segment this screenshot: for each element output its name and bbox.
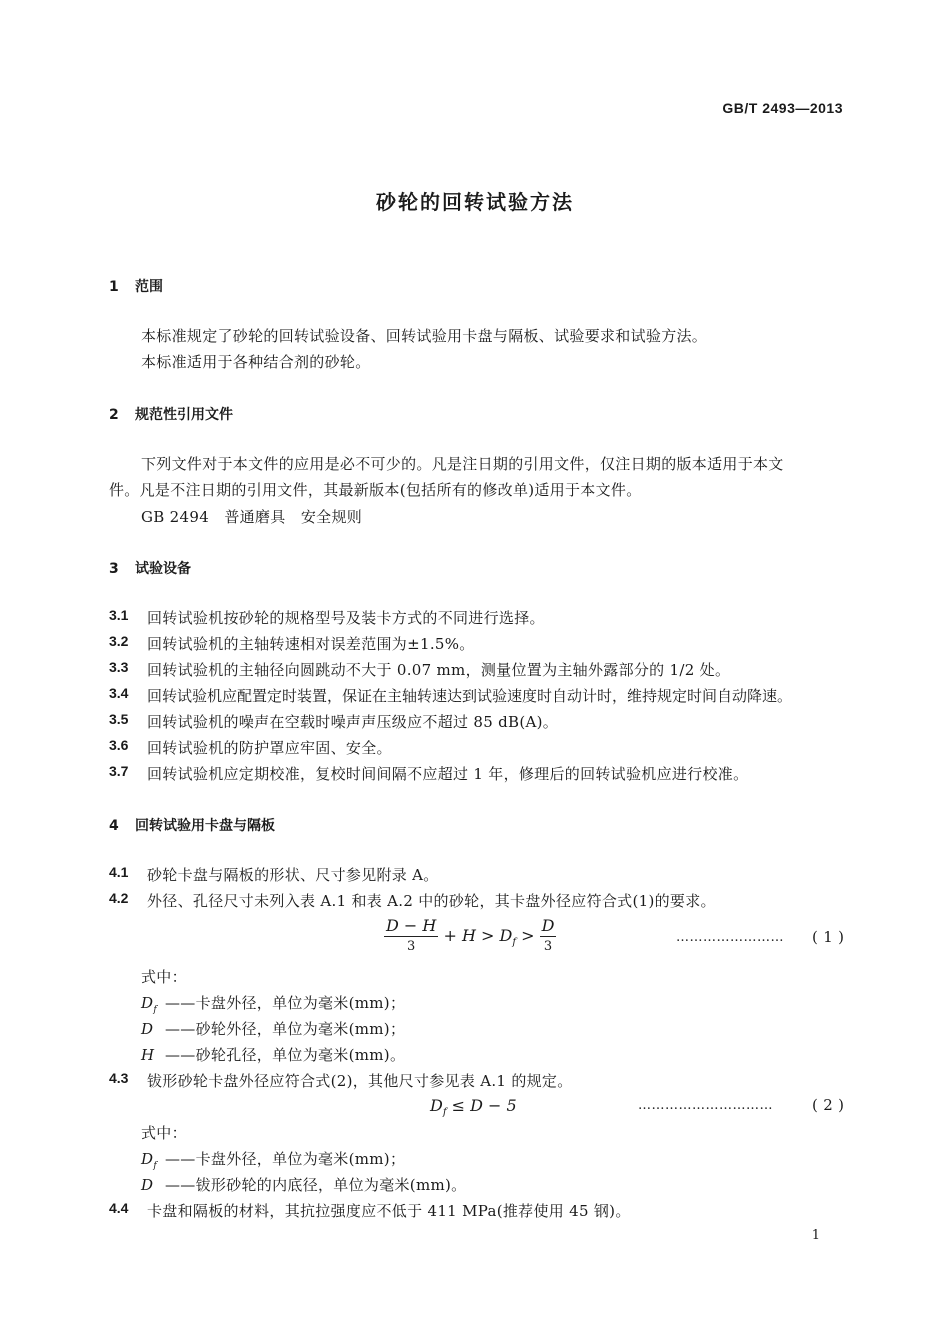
clause-number: 3.7 <box>109 763 129 779</box>
symbol-definition: H ——砂轮孔径，单位为毫米(mm)。 <box>141 1046 406 1064</box>
paragraph: 本标准规定了砂轮的回转试验设备、回转试验用卡盘与隔板、试验要求和试验方法。 <box>141 327 708 345</box>
clause-number: 4.2 <box>109 890 129 906</box>
clause-number: 3.4 <box>109 685 129 701</box>
clause-number: 3.2 <box>109 633 129 649</box>
document-title: 砂轮的回转试验方法 <box>376 190 574 214</box>
formula-2: $D_f \le D - 5$ <box>430 1096 517 1119</box>
where-label: 式中： <box>141 1124 187 1142</box>
clause-text: 回转试验机的主轴径向圆跳动不大于 0.07 mm，测量位置为主轴外露部分的 1/2 处。 <box>147 661 731 679</box>
section-title: 试验设备 <box>135 561 191 577</box>
clause-text: 外径、孔径尺寸未列入表 A.1 和表 A.2 中的砂轮，其卡盘外径应符合式(1)的要求。 <box>147 892 716 910</box>
paragraph: 本标准适用于各种结合剂的砂轮。 <box>141 353 371 371</box>
clause-text: 卡盘和隔板的材料，其抗拉强度应不低于 411 MPa(推荐使用 45 钢)。 <box>147 1202 631 1220</box>
formula-1: $\frac{D - H}{3}$ + $H > D_f$ > $\frac{D}{3}$ <box>384 916 556 957</box>
paragraph-continuation: 件。凡是不注日期的引用文件，其最新版本(包括所有的修改单)适用于本文件。 <box>109 481 642 499</box>
symbol-definition: $D_f$ ——卡盘外径，单位为毫米(mm)； <box>141 1150 406 1171</box>
section-number: 4 <box>109 818 119 834</box>
fraction: $\frac{D - H}{3}$ <box>386 916 437 954</box>
clause-number: 4.1 <box>109 864 129 880</box>
clause-number: 4.4 <box>109 1200 129 1216</box>
section-4-heading <box>109 815 275 835</box>
clause-number: 3.6 <box>109 737 129 753</box>
clause-number: 3.1 <box>109 607 129 623</box>
standard-number: GB/T 2493—2013 <box>722 100 843 116</box>
clause-number: 4.3 <box>109 1070 129 1086</box>
clause-number: 3.5 <box>109 711 129 727</box>
clause-text: 回转试验机的噪声在空载时噪声声压级应不超过 85 dB(A)。 <box>147 713 559 731</box>
section-2-heading <box>109 404 233 424</box>
symbol-definition: D ——砂轮外径，单位为毫米(mm)； <box>141 1020 406 1038</box>
clause-number: 3.3 <box>109 659 129 675</box>
leader-dots: …………………… <box>676 930 784 945</box>
symbol-definition: $D_f$ ——卡盘外径，单位为毫米(mm)； <box>141 994 406 1015</box>
paragraph: 下列文件对于本文件的应用是必不可少的。凡是注日期的引用文件，仅注日期的版本适用于本文 <box>141 455 784 473</box>
formula-number: ( 2 ) <box>812 1096 845 1114</box>
formula-middle: + H > D <box>443 926 513 945</box>
clause-text: 砂轮卡盘与隔板的形状、尺寸参见附录 A。 <box>147 866 439 884</box>
section-3-heading <box>109 558 191 578</box>
clause-text: 回转试验机按砂轮的规格型号及装卡方式的不同进行选择。 <box>147 609 545 627</box>
fraction: $\frac{D}{3}$ <box>541 916 555 954</box>
leader-dots: ………………………… <box>638 1098 773 1113</box>
clause-text: 回转试验机的防护罩应牢固、安全。 <box>147 739 392 757</box>
section-number: 1 <box>109 279 119 295</box>
section-number: 3 <box>109 561 119 577</box>
clause-text: 钹形砂轮卡盘外径应符合式(2)，其他尺寸参见表 A.1 的规定。 <box>147 1072 573 1090</box>
section-1-heading <box>109 276 163 296</box>
section-number: 2 <box>109 407 119 423</box>
clause-text: 回转试验机应配置定时装置，保证在主轴转速达到试验速度时自动计时，维持规定时间自动降速。 <box>147 687 793 705</box>
section-title: 回转试验用卡盘与隔板 <box>135 818 275 834</box>
normative-reference: GB 2494 普通磨具 安全规则 <box>141 508 363 526</box>
section-title: 范围 <box>135 279 163 295</box>
symbol-definition: D ——钹形砂轮的内底径，单位为毫米(mm)。 <box>141 1176 467 1194</box>
page-number: 1 <box>811 1228 820 1243</box>
formula-number: ( 1 ) <box>812 928 845 946</box>
clause-text: 回转试验机的主轴转速相对误差范围为±1.5%。 <box>147 635 475 653</box>
where-label: 式中： <box>141 968 187 986</box>
clause-text: 回转试验机应定期校准，复校时间间隔不应超过 1 年，修理后的回转试验机应进行校准。 <box>147 765 749 783</box>
section-title: 规范性引用文件 <box>135 407 233 423</box>
